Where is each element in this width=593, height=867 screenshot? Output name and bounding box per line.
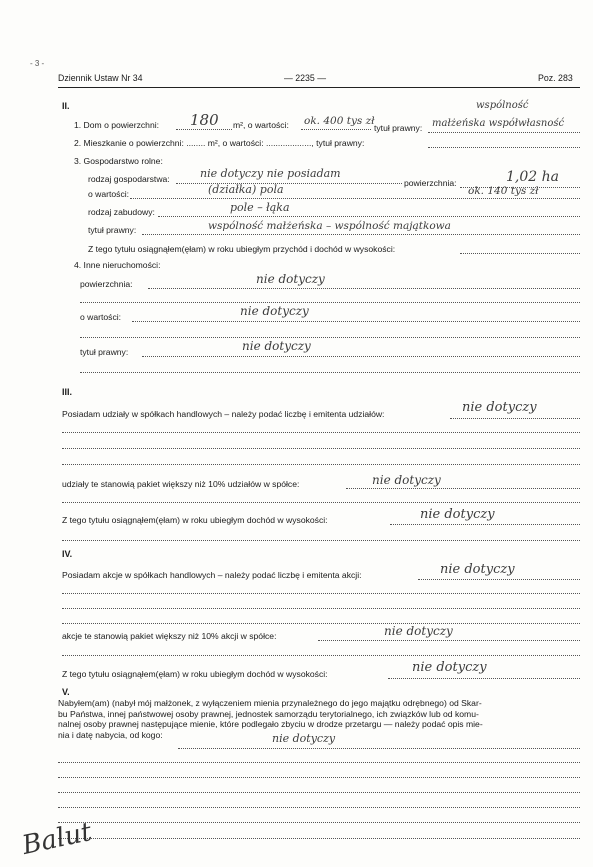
other-value-line-2 xyxy=(80,337,580,338)
farm-value-field xyxy=(130,198,580,199)
house-area-value: 180 xyxy=(190,111,219,129)
buildings-field xyxy=(158,216,580,217)
stocks-package-field xyxy=(318,640,580,641)
shares-income-label: Z tego tytułu osiągnąłem(ęłam) w roku ubiegłym dochód w wysokości: xyxy=(62,515,328,525)
section-5-heading: V. xyxy=(62,687,70,697)
other-title-label: tytuł prawny: xyxy=(80,347,129,357)
other-area-label: powierzchnia: xyxy=(80,279,133,289)
other-value-field xyxy=(132,321,580,322)
position-number: Poz. 283 xyxy=(538,73,573,83)
shares-package-value: nie dotyczy xyxy=(372,473,441,487)
farm-income-field xyxy=(460,253,580,254)
signature: Balut xyxy=(19,817,95,861)
farm-area-value: 1,02 ha xyxy=(506,169,559,185)
other-value-label: o wartości: xyxy=(80,312,122,322)
house-value-field xyxy=(301,129,371,130)
other-property-label: 4. Inne nieruchomości: xyxy=(74,260,161,270)
shares-package-field xyxy=(346,488,580,489)
shares-package-label: udziały te stanowią pakiet większy niż 10% udziałów w spółce: xyxy=(62,479,300,489)
buildings-value: pole – łąka xyxy=(230,201,290,214)
buildings-label: rodzaj zabudowy: xyxy=(88,207,155,217)
shares-income-field xyxy=(390,524,580,525)
shares-package-line-2 xyxy=(62,502,580,503)
acquisition-line-d xyxy=(58,807,580,808)
house-title-top: wspólność xyxy=(476,100,529,111)
farm-title-label: tytuł prawny: xyxy=(88,225,137,235)
farm-title-field xyxy=(142,234,580,235)
acquisition-line-2: bu Państwa, innej państwowej osoby prawnej, jednostek samorządu terytorialnego, ich związków lub od komu- xyxy=(58,708,479,719)
apartment-label: 2. Mieszkanie o powierzchni: ........ m², o wartości: ..................., tytuł prawny: xyxy=(74,138,365,148)
acquisition-line-3: nalnej osoby prawnej następujące mienie, które podlegało zbyciu w drodze przetargu — należy podać opis mie- xyxy=(58,719,483,730)
shares-income-line-2 xyxy=(62,540,580,541)
stocks-line-3 xyxy=(62,608,580,609)
journal-title: Dziennik Ustaw Nr 34 xyxy=(58,73,143,83)
acquisition-line-f xyxy=(58,838,580,839)
stocks-label: Posiadam akcje w spółkach handlowych – należy podać liczbę i emitenta akcji: xyxy=(62,570,362,580)
house-area-field xyxy=(176,129,232,130)
section-2-heading: II. xyxy=(62,101,70,111)
stocks-package-label: akcje te stanowią pakiet większy niż 10% akcji w spółce: xyxy=(62,631,277,641)
farm-title-value: wspólność małżeńska – wspólność majątkowa xyxy=(208,220,451,232)
other-area-field xyxy=(148,288,580,289)
acquisition-value: nie dotyczy xyxy=(272,732,336,745)
farm-area-label: powierzchnia: xyxy=(404,178,457,188)
farm-label: 3. Gospodarstwo rolne: xyxy=(74,156,163,166)
stocks-income-field xyxy=(388,678,580,679)
acquisition-field xyxy=(178,748,580,749)
farm-type-label: rodzaj gospodarstwa: xyxy=(88,174,170,184)
corner-mark: - 3 - xyxy=(30,59,45,68)
acquisition-line-a xyxy=(58,762,580,763)
shares-line-3 xyxy=(62,448,580,449)
stocks-package-line-2 xyxy=(62,655,580,656)
other-value-value: nie dotyczy xyxy=(240,304,309,318)
stocks-value: nie dotyczy xyxy=(440,562,515,577)
acquisition-line-1: Nabyłem(am) (nabył mój małżonek, z wyłączeniem mienia przynależnego do jego majątku odrębnego) od Skar- xyxy=(58,698,482,708)
shares-income-value: nie dotyczy xyxy=(420,507,495,522)
stocks-line-2 xyxy=(62,593,580,594)
shares-field xyxy=(450,418,580,419)
section-4-heading: IV. xyxy=(62,549,73,559)
house-unit-label: m², o wartości: xyxy=(233,120,289,130)
acquisition-line-4: nia i datę nabycia, od kogo: xyxy=(58,729,163,740)
farm-value-label: o wartości: xyxy=(88,189,130,199)
header-rule xyxy=(58,87,580,88)
stocks-line-4 xyxy=(62,623,580,624)
house-label: 1. Dom o powierzchni: xyxy=(74,120,160,130)
acquisition-line-b xyxy=(58,777,580,778)
farm-value-a: (działka) pola xyxy=(208,183,284,196)
farm-income-label: Z tego tytułu osiągnąłem(ęłam) w roku ubiegłym przychód i dochód w wysokości: xyxy=(88,244,396,254)
other-title-line-2 xyxy=(80,372,580,373)
shares-label: Posiadam udziały w spółkach handlowych – należy podać liczbę i emitenta udziałów: xyxy=(62,409,385,419)
stocks-income-value: nie dotyczy xyxy=(412,660,487,675)
acquisition-line-e xyxy=(58,822,580,823)
other-title-value: nie dotyczy xyxy=(242,339,311,353)
section-3-heading: III. xyxy=(62,387,73,397)
other-area-value: nie dotyczy xyxy=(256,272,325,286)
house-title-value: małżeńska współwłasność xyxy=(432,118,565,129)
apartment-title-field xyxy=(428,147,580,148)
acquisition-line-c xyxy=(58,792,580,793)
shares-line-4 xyxy=(62,464,580,465)
shares-line-2 xyxy=(62,432,580,433)
stocks-income-label: Z tego tytułu osiągnąłem(ęłam) w roku ubiegłym dochód w wysokości: xyxy=(62,669,328,679)
house-title-label: tytuł prawny: xyxy=(374,123,423,133)
farm-value-b: ok. 140 tys zł xyxy=(468,185,539,197)
house-title-field xyxy=(428,132,580,133)
shares-value: nie dotyczy xyxy=(462,400,537,415)
stocks-field xyxy=(418,579,580,580)
other-area-line-2 xyxy=(80,302,580,303)
stocks-package-value: nie dotyczy xyxy=(384,624,453,638)
page-number: — 2235 — xyxy=(284,73,327,83)
farm-type-value: nie dotyczy nie posiadam xyxy=(200,167,341,180)
house-value: ok. 400 tys zł xyxy=(304,115,375,127)
other-title-field xyxy=(142,356,580,357)
